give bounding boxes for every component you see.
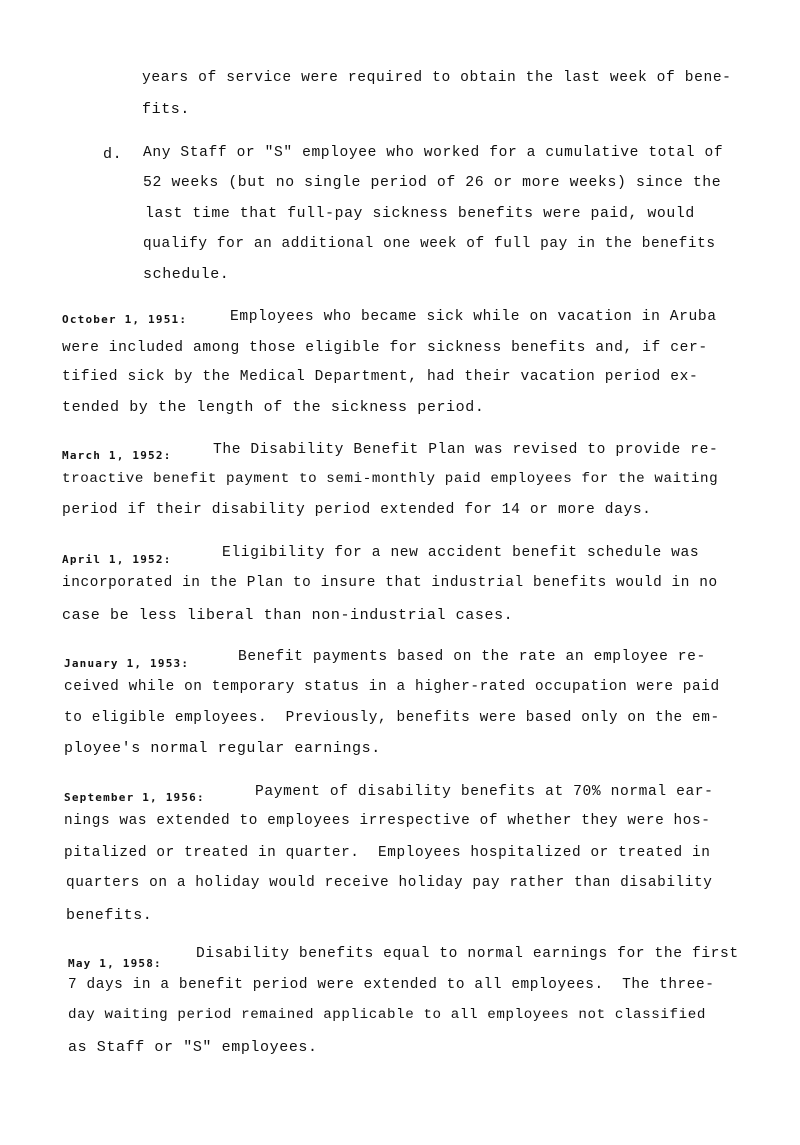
entry-text: to eligible employees. Previously, benefits were based only on the em- [64,710,720,726]
entry-text: troactive benefit payment to semi-monthly paid employees for the waiting [62,471,719,487]
entry-date: January 1, 1953: [64,657,190,670]
entry-text: nings was extended to employees irrespective of whether they were hos- [64,813,711,829]
entry-date: September 1, 1956: [64,791,205,804]
entry-text: incorporated in the Plan to insure that industrial benefits would in no [62,575,718,591]
entry-text: were included among those eligible for sickness benefits and, if cer- [62,340,708,356]
entry-text: day waiting period remained applicable to all employees not classified [68,1007,706,1023]
item-d-line: last time that full-pay sickness benefits were paid, would [145,206,695,222]
entry-date: April 1, 1952: [62,553,172,566]
item-d-line: qualify for an additional one week of full pay in the benefits [143,236,716,252]
entry-text: pitalized or treated in quarter. Employees hospitalized or treated in [64,845,711,861]
item-d-line: 52 weeks (but no single period of 26 or more weeks) since the [143,175,722,191]
entry-text: case be less liberal than non-industrial cases. [62,607,514,624]
entry-text: benefits. [66,907,153,924]
entry-text: ployee's normal regular earnings. [64,740,381,757]
intro-line: fits. [142,101,191,118]
entry-text: tified sick by the Medical Department, had their vacation period ex- [62,369,699,385]
entry-text: 7 days in a benefit period were extended to all employees. The three- [68,977,715,993]
entry-text: tended by the length of the sickness period. [62,399,485,416]
entry-date: May 1, 1958: [68,957,162,970]
entry-text: quarters on a holiday would receive holiday pay rather than disability [66,875,713,891]
entry-date: October 1, 1951: [62,313,188,326]
entry-text: period if their disability period extended for 14 or more days. [62,502,652,518]
entry-text: ceived while on temporary status in a higher-rated occupation were paid [64,679,720,695]
item-d-line: schedule. [143,266,230,283]
intro-line: years of service were required to obtain the last week of bene- [142,70,732,86]
entry-text: Eligibility for a new accident benefit schedule was [222,545,700,561]
entry-text: Disability benefits equal to normal earnings for the first [196,946,739,962]
item-d-marker: d. [103,146,123,163]
item-d-line: Any Staff or "S" employee who worked for a cumulative total of [143,145,724,161]
entry-text: as Staff or "S" employees. [68,1039,318,1056]
entry-text: Benefit payments based on the rate an employee re- [238,649,706,665]
entry-text: Employees who became sick while on vacation in Aruba [230,309,717,325]
entry-date: March 1, 1952: [62,449,172,462]
entry-text: The Disability Benefit Plan was revised to provide re- [213,442,719,458]
entry-text: Payment of disability benefits at 70% normal ear- [255,784,714,800]
